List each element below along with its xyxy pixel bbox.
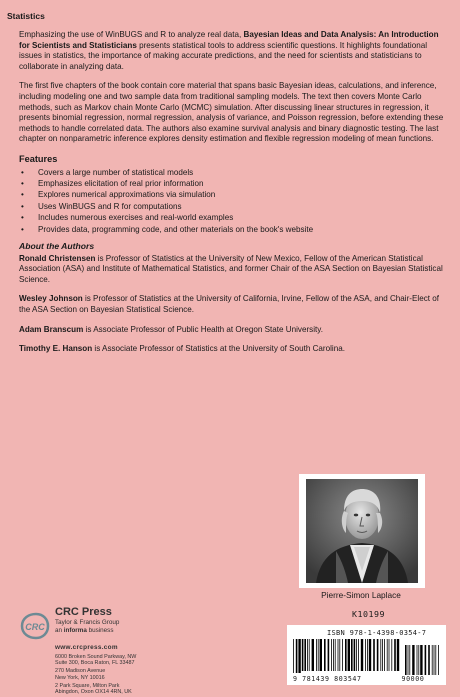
portrait-frame <box>299 474 425 588</box>
features-heading: Features <box>19 153 58 164</box>
publisher-addresses <box>55 654 136 697</box>
feature-item: • Includes numerous exercises and real-world examples <box>19 212 446 223</box>
product-code: K10199 <box>352 609 385 619</box>
publisher-website: www.crcpress.com <box>55 644 118 651</box>
barcode-bar <box>418 645 419 675</box>
barcode-bar <box>369 639 371 671</box>
barcode-bar <box>394 639 396 671</box>
barcode-bar <box>328 639 330 671</box>
book-title: Bayesian Ideas and Data Analysis: An Introduction for Scientists and Statisticians <box>19 30 439 50</box>
barcode-bar <box>356 639 357 671</box>
barcode-bar <box>358 639 359 671</box>
barcode-bars <box>291 639 442 675</box>
author-bio: Ronald Christensen is Professor of Statistics at the University of New Mexico, Fellow of the American Statistical Association (ASA) and Institute of Mathematical Statistics, and former Chair of the ASA Section on Bayesian Statistical Science. <box>19 253 443 284</box>
barcode-bar <box>397 639 399 671</box>
barcode-bar <box>293 639 294 673</box>
barcode-digits: 9 781439 803547 90000 <box>293 675 425 683</box>
features-list <box>19 167 446 235</box>
barcode-bar <box>408 645 409 675</box>
author-name: Timothy E. Hanson <box>19 344 93 354</box>
portrait-caption: Pierre-Simon Laplace <box>321 590 401 600</box>
author-bio: Wesley Johnson is Professor of Statistics at the University of California, Irvine, Fellow of the ASA, and Chair-Elect of the ASA Section on Bayesian Statistical Science. <box>19 294 439 314</box>
barcode-bar <box>348 639 350 671</box>
barcode-bar <box>384 639 385 671</box>
barcode-bar <box>304 639 306 671</box>
barcode-bar <box>335 639 336 671</box>
feature-item: • Uses WinBUGS and R for computations <box>19 201 446 212</box>
author-bio: Adam Branscum is Associate Professor of Public Health at Oregon State University. <box>19 324 323 334</box>
barcode-bar <box>380 639 381 671</box>
author-name: Wesley Johnson <box>19 294 83 304</box>
barcode-bar <box>412 645 414 675</box>
barcode-bar <box>307 639 308 671</box>
barcode-bar <box>351 639 353 671</box>
address-block: 6000 Broken Sound Parkway, NW Suite 300, Boca Raton, FL 33487 <box>55 654 137 667</box>
barcode-bar <box>296 639 298 673</box>
barcode-bar <box>432 645 433 675</box>
barcode-bar <box>339 639 340 671</box>
barcode-bar <box>312 639 314 671</box>
barcode-bar <box>438 645 439 675</box>
publisher-tagline: an informa business <box>55 627 114 634</box>
barcode-bar <box>345 639 347 671</box>
barcode-bar <box>405 645 407 675</box>
author-name: Adam Branscum <box>19 324 84 334</box>
barcode-bar <box>318 639 319 671</box>
barcode-bar <box>377 639 379 671</box>
logo-text: CRC <box>25 622 45 632</box>
barcode <box>287 625 446 685</box>
about-heading: About the Authors <box>19 240 95 251</box>
barcode-bar <box>338 639 339 671</box>
description-paragraph: The first five chapters of the book contain core material that spans basic Bayesian ideas, calculations, and inference, including modeling one and two sample data from traditional sampling models. The text then covers Monte Carlo methods, such as Markov chain Monte Carlo (MCMC) simulation. After discussing linear structures in regression, it presents binomial regression, normal regression, analysis of variance, and Poisson regression, before extending these methods to handle correlated data. The authors also examine survival analysis and binary diagnostic testing. The last chapter on nonparametric inference explores density estimation and flexible regression modeling of mean functions. <box>19 81 444 144</box>
barcode-bar <box>309 639 310 671</box>
back-cover-text <box>19 30 446 364</box>
feature-item: • Explores numerical approximations via simulation <box>19 189 446 200</box>
barcode-bar <box>389 639 390 671</box>
barcode-bar <box>391 639 392 671</box>
barcode-bar <box>409 645 410 675</box>
barcode-bar <box>425 645 427 675</box>
barcode-bar <box>420 645 422 675</box>
barcode-bar <box>417 645 418 675</box>
barcode-bar <box>302 639 304 671</box>
barcode-bar <box>361 639 363 671</box>
barcode-bar <box>298 639 300 673</box>
barcode-bar <box>373 639 375 671</box>
barcode-bar <box>387 639 388 671</box>
barcode-bar <box>320 639 322 671</box>
barcode-bar <box>435 645 436 675</box>
author-bio: Timothy E. Hanson is Associate Professor of Statistics at the University of South Carolina. <box>19 344 345 354</box>
barcode-bar <box>354 639 356 671</box>
category-label: Statistics <box>7 11 45 21</box>
barcode-bar <box>333 639 334 671</box>
publisher-name: CRC Press <box>55 606 112 618</box>
address-block: 2 Park Square, Milton Park Abingdon, Oxon OX14 4RN, UK <box>55 682 132 696</box>
barcode-bar <box>434 645 435 675</box>
barcode-bar <box>324 639 326 671</box>
isbn-text: ISBN 978-1-4398-0354-7 <box>327 629 427 637</box>
barcode-bar <box>428 645 430 675</box>
barcode-bar <box>382 639 383 671</box>
barcode-bar <box>367 639 368 671</box>
barcode-bar <box>365 639 366 671</box>
crc-logo-icon <box>19 612 51 640</box>
barcode-bar <box>331 639 332 671</box>
author-name: Ronald Christensen <box>19 253 96 263</box>
barcode-bar <box>316 639 317 671</box>
feature-item: • Provides data, programming code, and other materials on the book's website <box>19 224 446 235</box>
barcode-bar <box>342 639 343 671</box>
portrait-image <box>306 479 418 583</box>
feature-item: • Emphasizes elicitation of real prior information <box>19 178 446 189</box>
address-block: 270 Madison Avenue New York, NY 10016 <box>55 668 106 681</box>
intro-paragraph: Emphasizing the use of WinBUGS and R to analyze real data, Bayesian Ideas and Data Analysis: An Introduction for Scientists and Statisticians presents statistical tools to address scientific questions. It highlights foundational issues in statistics, the importance of making accurate predictions, and the need for scientists and statisticians to collaborate in analyzing data. <box>19 30 439 71</box>
feature-item: • Covers a large number of statistical models <box>19 167 446 178</box>
publisher-group: Taylor & Francis Group <box>55 619 120 626</box>
